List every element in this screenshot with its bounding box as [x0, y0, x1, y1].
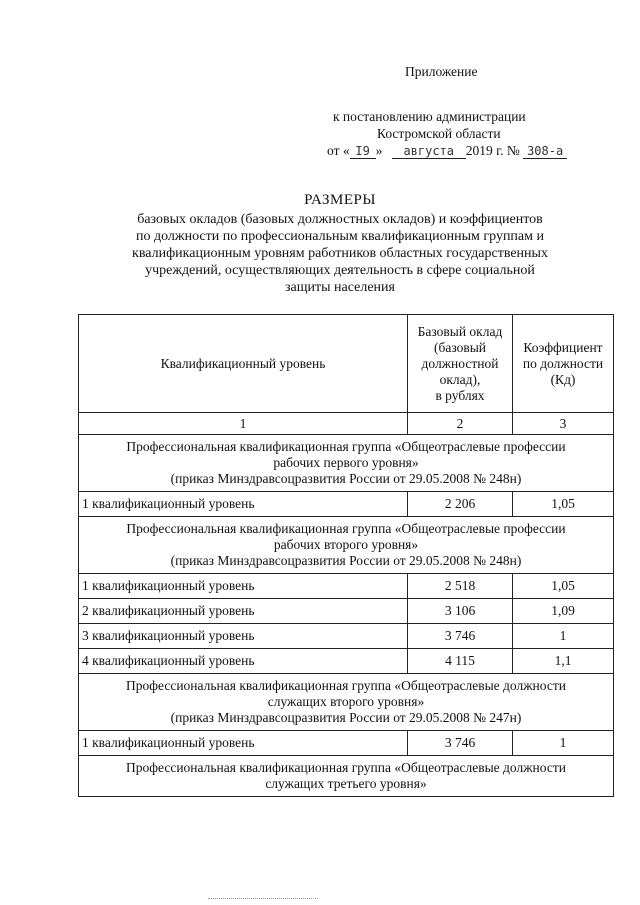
- appendix-line-resolution: к постановлению администрации: [333, 109, 526, 124]
- salary-cell: 3 746: [408, 624, 513, 649]
- salary-cell: 3 106: [408, 599, 513, 624]
- date-sep: »: [375, 143, 383, 158]
- heading-subtitle: базовых окладов (базовых должностных окладов) и коэффициентов по должности по профессиональным квалификационным группам и квалификационным уровням работников областных государственных учреждений, осуществляющих деятельность в сфере социальной защиты населения: [132, 212, 548, 295]
- header-level: Квалификационный уровень: [79, 315, 408, 413]
- group-title: Профессиональная квалификационная группа «Общеотраслевые профессии рабочих второго уровня» (приказ Минздравсоцразвития России от 29.05.2008 № 248н): [79, 517, 614, 574]
- date-day: I9: [350, 145, 376, 159]
- level-cell: 1 квалификационный уровень: [79, 574, 408, 599]
- salary-cell: 2 206: [408, 492, 513, 517]
- col-number: 2: [408, 413, 513, 435]
- col-number: 3: [513, 413, 614, 435]
- date-year: 2019 г. №: [465, 143, 520, 158]
- coefficient-cell: 1: [513, 624, 614, 649]
- coefficient-cell: 1,05: [513, 492, 614, 517]
- table-row: [79, 731, 614, 756]
- header-coefficient: Коэффициент по должности (Кд): [513, 315, 614, 413]
- level-cell: 2 квалификационный уровень: [79, 599, 408, 624]
- salary-cell: 3 746: [408, 731, 513, 756]
- level-cell: 1 квалификационный уровень: [79, 492, 408, 517]
- appendix-line-region: Костромской области: [377, 126, 501, 141]
- date-month: августа: [392, 145, 466, 159]
- salary-cell: 4 115: [408, 649, 513, 674]
- coefficient-cell: 1,1: [513, 649, 614, 674]
- doc-number: 308-а: [523, 145, 567, 159]
- table-body: [79, 413, 614, 797]
- level-cell: 1 квалификационный уровень: [79, 731, 408, 756]
- document-heading: [80, 192, 600, 296]
- coefficient-cell: 1,05: [513, 574, 614, 599]
- group-header-row: [79, 517, 614, 574]
- table-row: [79, 492, 614, 517]
- group-title: Профессиональная квалификационная группа «Общеотраслевые должности служащих второго уровня» (приказ Минздравсоцразвития России от 29.05.2008 № 247н): [79, 674, 614, 731]
- group-header-row: [79, 435, 614, 492]
- appendix-title: Приложение: [405, 64, 478, 79]
- group-header-row: [79, 756, 614, 797]
- table-row: [79, 599, 614, 624]
- appendix-date-line: [327, 143, 567, 159]
- coefficient-cell: 1: [513, 731, 614, 756]
- salary-cell: 2 518: [408, 574, 513, 599]
- table-row: [79, 574, 614, 599]
- group-title: Профессиональная квалификационная группа «Общеотраслевые профессии рабочих первого уровня» (приказ Минздравсоцразвития России от 29.05.2008 № 248н): [79, 435, 614, 492]
- level-cell: 3 квалификационный уровень: [79, 624, 408, 649]
- date-prefix: от «: [327, 143, 350, 158]
- heading-title: РАЗМЕРЫ: [304, 192, 376, 208]
- group-title: Профессиональная квалификационная группа «Общеотраслевые должности служащих третьего уровня»: [79, 756, 614, 797]
- table-row: [79, 649, 614, 674]
- level-cell: 4 квалификационный уровень: [79, 649, 408, 674]
- table-row: [79, 624, 614, 649]
- salary-table: [78, 314, 614, 797]
- coefficient-cell: 1,09: [513, 599, 614, 624]
- col-number: 1: [79, 413, 408, 435]
- header-salary: Базовый оклад (базовый должностной оклад), в рублях: [408, 315, 513, 413]
- group-header-row: [79, 674, 614, 731]
- scan-artifact-line: [208, 898, 318, 899]
